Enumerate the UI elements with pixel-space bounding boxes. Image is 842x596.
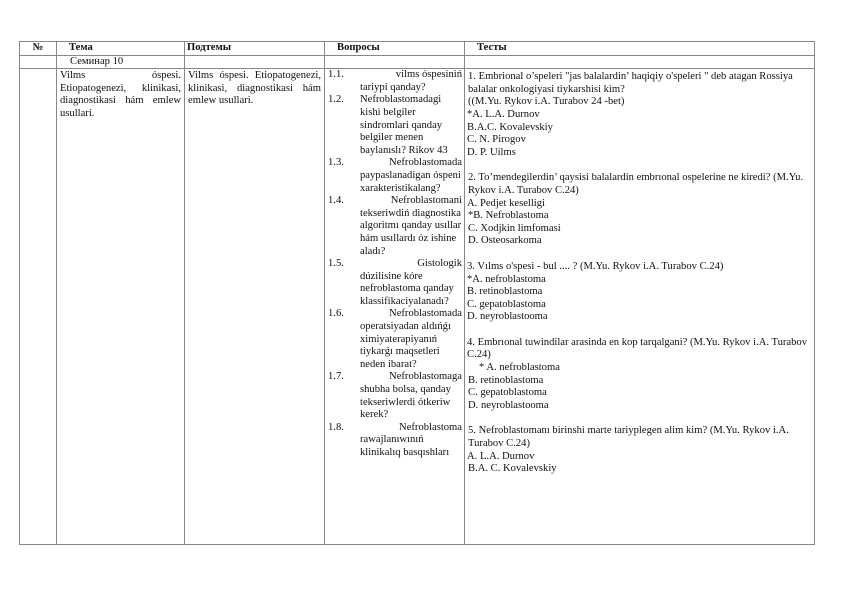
question-text-rest: Nefroblastomadagi kishi belgiler sindromlari qanday belgiler menen baylanıslı? Rikov 43 — [360, 94, 448, 156]
question-text-first-line: Nefroblastomada — [389, 157, 462, 169]
seminar-row — [20, 55, 815, 69]
seminar-empty-cell — [465, 55, 815, 69]
question-number: 1.7. — [328, 371, 344, 383]
test-line: ((M.Yu. Rykov i.A. Turabov 24 -bet) — [468, 96, 625, 108]
question-number: 1.6. — [328, 308, 344, 320]
question-item — [328, 94, 462, 157]
question-text — [346, 371, 462, 421]
seminar-empty-cell — [325, 55, 465, 69]
test-line: 5. Nefroblastomanı birinshi marte tariyplegen alim kim? (M.Yu. Rykov i.A. Turabov C.24) — [468, 425, 789, 450]
question-text-rest: operatsiyadan aldıńǵı ximiyaterapiyanıń tiykarǵı maqsetleri neden ibarat? — [360, 321, 451, 370]
test-spacer — [467, 248, 810, 261]
seminar-empty-cell — [185, 55, 325, 69]
test-line: D. neyroblastooma — [467, 311, 548, 323]
test-line: B. retinoblastoma — [468, 374, 544, 386]
test-line: D. neyroblastooma — [468, 399, 549, 411]
question-text — [346, 258, 462, 308]
test-line: 3. Vılms o'spesi - bul .... ? (M.Yu. Rykov i.A. Turabov C.24) — [467, 260, 724, 272]
test-spacer — [467, 412, 810, 425]
row-questions-cell — [325, 69, 465, 545]
test-line: 4. Embrıonal tuwindilar arasinda en kop tarqalgani? (M.Yu. Rykov i.A. Turabov C.24) — [467, 336, 807, 361]
table-row — [20, 69, 815, 545]
question-text — [346, 94, 462, 157]
test-line: C. gepatoblastoma — [467, 298, 546, 310]
question-item — [328, 195, 462, 258]
question-text-rest: dúzilisine kóre nefroblastoma qanday klassifikaciyalanadı? — [360, 270, 454, 307]
question-text-rest: shubha bolsa, qanday tekseriwlerdi ótkeriw kerek? — [360, 384, 451, 421]
header-num: № — [20, 42, 57, 56]
test-line: C. gepatoblastoma — [468, 387, 547, 399]
row-num-cell — [20, 69, 57, 545]
question-text-first-line: Nefroblastomada — [389, 308, 462, 320]
test-line: 2. To’mendegilerdin’ qaysisi balalardin embrıonal ospelerine ne kiredi? (M.Yu. Rykov i.A. Turabov C.24) — [468, 172, 804, 196]
header-tema: Тема — [57, 42, 185, 56]
question-text-first-line: Nefroblastomaga — [389, 371, 462, 383]
test-line: *B. Nefroblastoma — [468, 210, 549, 222]
row-tests-cell — [465, 69, 815, 545]
question-text-first-line: vilms óspesiniń — [395, 69, 462, 81]
question-item — [328, 157, 462, 195]
question-text-rest: tariypi qanday? — [360, 81, 426, 93]
question-text-rest: tekseriwdiń diagnostika algoritmı qanday usıllar hám usıllardı óz ishine aladı? — [360, 207, 462, 257]
tests-list — [465, 69, 814, 476]
question-item — [328, 258, 462, 308]
test-line: D. P. Uilms — [467, 146, 516, 158]
question-text-first-line: Nefroblastoma — [399, 421, 462, 433]
seminar-table — [19, 41, 815, 545]
podtema-text: Vilms óspesi. Etiopatogenezi, klinikasi, diagnostikasi hám emlew usullari. — [188, 70, 321, 107]
question-text-first-line: Nefroblastomani — [390, 195, 462, 207]
question-text-rest: paypaslanadigan óspeni xarakteristikalang? — [360, 169, 461, 194]
question-number: 1.3. — [328, 157, 344, 169]
test-line: *A. nefroblastoma — [467, 273, 546, 285]
question-text — [346, 69, 462, 94]
test-spacer — [467, 324, 810, 337]
test-line: C. N. Pirogov — [467, 134, 526, 146]
test-line: * A. nefroblastoma — [479, 362, 560, 374]
question-number: 1.5. — [328, 258, 344, 270]
test-line: B.A.C. Kovalevskiy — [467, 121, 553, 133]
seminar-num-cell — [20, 55, 57, 69]
question-item — [328, 308, 462, 371]
row-tema-cell — [57, 69, 185, 545]
question-text-first-line: Gistologik — [417, 258, 462, 270]
question-text — [346, 422, 462, 460]
question-text — [346, 157, 462, 195]
test-line: D. Osteosarkoma — [468, 235, 542, 247]
test-line: C. Xodjkin limfomasi — [468, 222, 561, 234]
question-item — [328, 371, 462, 421]
tema-text: Vilms óspesi. Etiopatogenezi, klinikasi, diagnostikasi hám emlew usullari. — [60, 70, 181, 119]
test-line: 1. Embrional o’speleri "jas balalardin’ haqiqiy o'speleri " deb atagan Rossiya balalar onkologiyasi tiykarshisi kim? — [468, 71, 793, 95]
question-text — [346, 308, 462, 371]
test-spacer — [467, 159, 810, 172]
seminar-label: Семинар 10 — [57, 55, 185, 69]
question-number: 1.1. — [328, 69, 344, 81]
question-text-rest: rawajlanıwınıń klinikalıq basqıshları — [360, 434, 450, 458]
test-line: A. L.A. Durnov — [467, 450, 535, 462]
test-line: B. retinoblastoma — [467, 286, 543, 298]
test-line: *A. L.A. Durnov — [467, 108, 540, 120]
questions-list — [325, 69, 464, 459]
question-number: 1.2. — [328, 94, 344, 106]
header-voprosy: Вопросы — [325, 42, 465, 56]
row-podtema-cell — [185, 69, 325, 545]
question-item — [328, 422, 462, 460]
header-podtemy: Подтемы — [185, 42, 325, 56]
test-line: B.A. C. Kovalevskiy — [468, 463, 557, 475]
header-testy: Тесты — [465, 42, 815, 56]
question-text — [346, 195, 462, 258]
test-line: A. Pedjet keselligi — [467, 197, 545, 209]
question-item — [328, 69, 462, 94]
question-number: 1.4. — [328, 195, 344, 207]
question-number: 1.8. — [328, 421, 344, 433]
table-header-row — [20, 42, 815, 56]
